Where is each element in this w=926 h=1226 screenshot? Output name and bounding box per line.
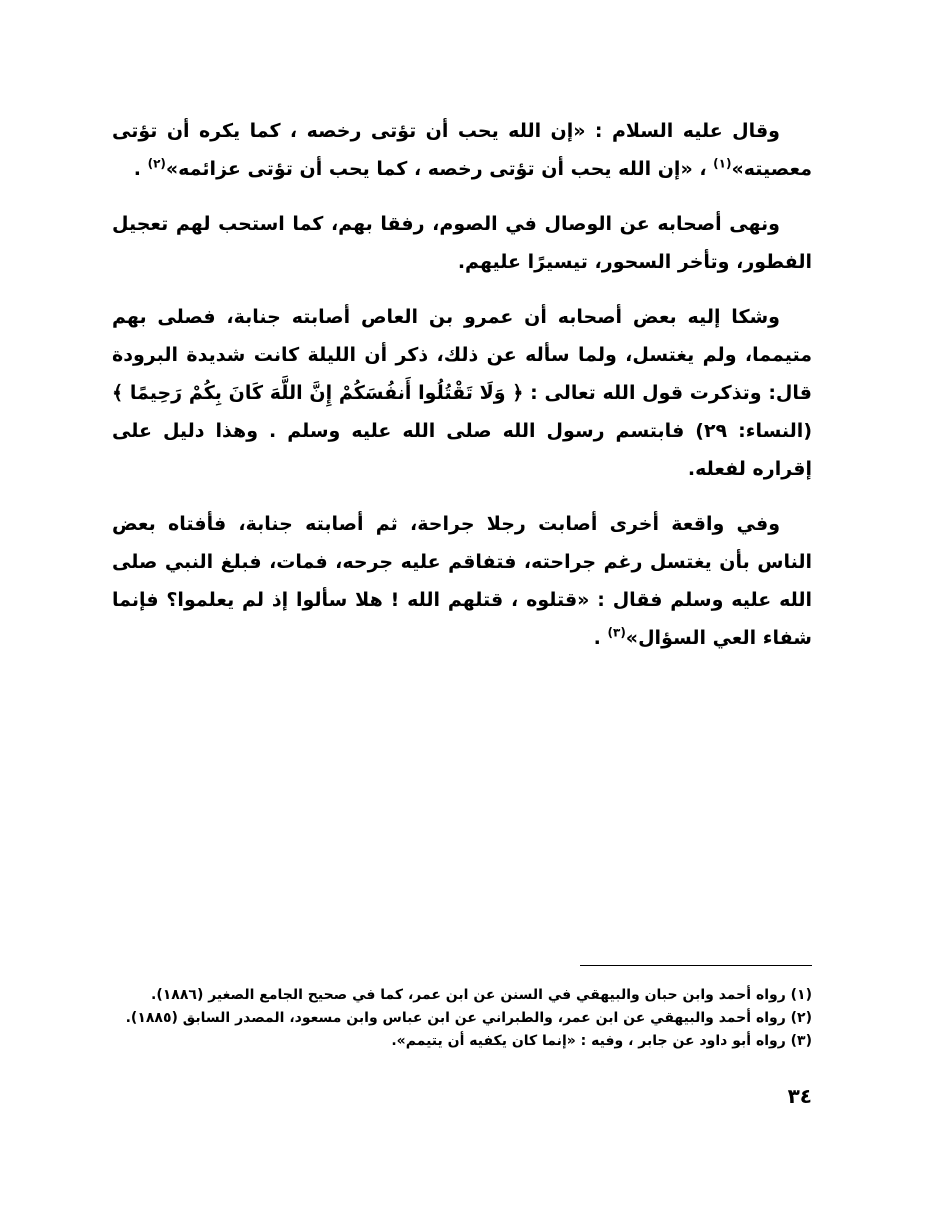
paragraph-1-text: وقال عليه السلام : «إن الله يحب أن تؤتى رخصه ، كما يكره أن تؤتى معصيته»	[112, 120, 812, 180]
page-number: ٣٤	[787, 1084, 812, 1108]
paragraph-2-text: ونهى أصحابه عن الوصال في الصوم، رفقا بهم، كما استحب لهم تعجيل الفطور، وتأخر السحور، تيسيرًا عليهم.	[112, 213, 812, 273]
paragraph-1-text-cont: ، «إن الله يحب أن تؤتى رخصه ، كما يحب أن تؤتى عزائمه»	[165, 158, 714, 180]
paragraph-3-text: وشكا إليه بعض أصحابه أن عمرو بن العاص أصابته جنابة، فصلى بهم متيمما، ولم يغتسل، ولما سأله عن ذلك، ذكر أن الليلة كانت شديدة البرودة قال: وتذكرت قول الله تعالى : ﴿ وَلَا تَقْتُلُوا أَنفُسَكُمْ إِنَّ اللَّهَ كَانَ بِكُمْ رَحِيمًا ﴾ (النساء: ٢٩) فابتسم رسول الله صلى الله عليه وسلم . وهذا دليل على إقراره لفعله.	[112, 306, 813, 480]
paragraph-3	[112, 298, 812, 488]
footnote-ref-1: (١)	[713, 156, 732, 171]
footnote-divider	[580, 965, 812, 966]
footnote-2: (٢) رواه أحمد والبيهقي عن ابن عمر، والطبراني عن ابن عباس وابن مسعود، المصدر السابق (١٨٨٥).	[125, 1010, 812, 1026]
paragraph-1	[112, 112, 812, 188]
footnotes	[112, 984, 812, 1053]
main-text	[112, 112, 812, 674]
paragraph-1-end: .	[133, 158, 148, 180]
paragraph-4	[112, 505, 812, 657]
paragraph-4-text: وفي واقعة أخرى أصابت رجلا جراحة، ثم أصابته جنابة، فأفتاه بعض الناس بأن يغتسل رغم جراحته، فتفاقم عليه جرحه، فمات، فبلغ النبي صلى الله عليه وسلم فقال : «قتلوه ، قتلهم الله ! هلا سألوا إذ لم يعلموا؟ فإنما شفاء العي السؤال»	[112, 513, 812, 649]
footnote-ref-2: (٢)	[147, 156, 166, 171]
footnote-3: (٣) رواه أبو داود عن جابر ، وفيه : «إنما كان يكفيه أن يتيمم».	[391, 1033, 812, 1049]
footnote-ref-3: (٣)	[607, 625, 626, 640]
paragraph-2	[112, 205, 812, 281]
footnote-1: (١) رواه أحمد وابن حبان والبيهقي في السنن عن ابن عمر، كما في صحيح الجامع الصغير (١٨٨٦).	[151, 987, 812, 1003]
paragraph-4-end: .	[593, 627, 608, 649]
